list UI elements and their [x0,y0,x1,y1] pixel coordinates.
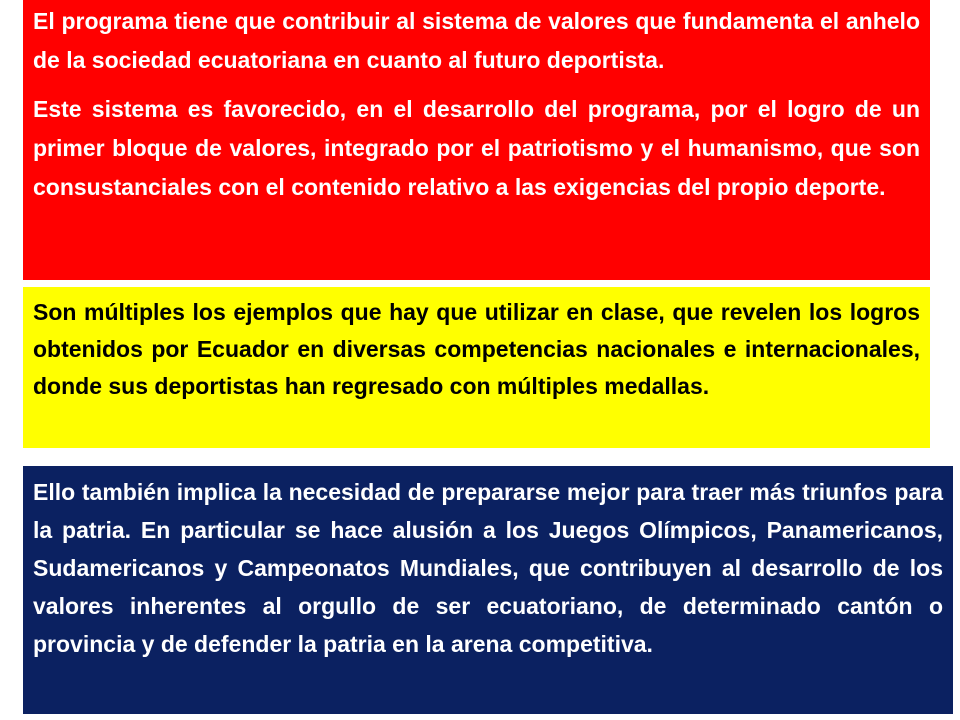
red-paragraph-1: El programa tiene que contribuir al sistema de valores que fundamenta el anhelo de la sociedad ecuatoriana en cuanto al futuro deportista. [33,8,920,73]
red-paragraph-2: Este sistema es favorecido, en el desarrollo del programa, por el logro de un primer bloque de valores, integrado por el patriotismo y el humanismo, que son consustanciales con el contenido relativo a las exigencias del propio deporte. [33,96,920,200]
navy-paragraph-1: Ello también implica la necesidad de prepararse mejor para traer más triunfos para la patria. En particular se hace alusión a los Juegos Olímpicos, Panamericanos, Sudamericanos y Campeonatos Mundiales, que contribuyen al desarrollo de los valores inherentes al orgullo de ser ecuatoriano, de determinado cantón o provincia y de defender la patria en la arena competitiva. [33,479,943,657]
navy-text-block [23,466,953,714]
red-text-block [23,0,930,280]
yellow-paragraph-1: Son múltiples los ejemplos que hay que utilizar en clase, que revelen los logros obtenidos por Ecuador en diversas competencias nacionales e internacionales, donde sus deportistas han regresado con múltiples medallas. [33,299,920,399]
yellow-text-block [23,287,930,448]
